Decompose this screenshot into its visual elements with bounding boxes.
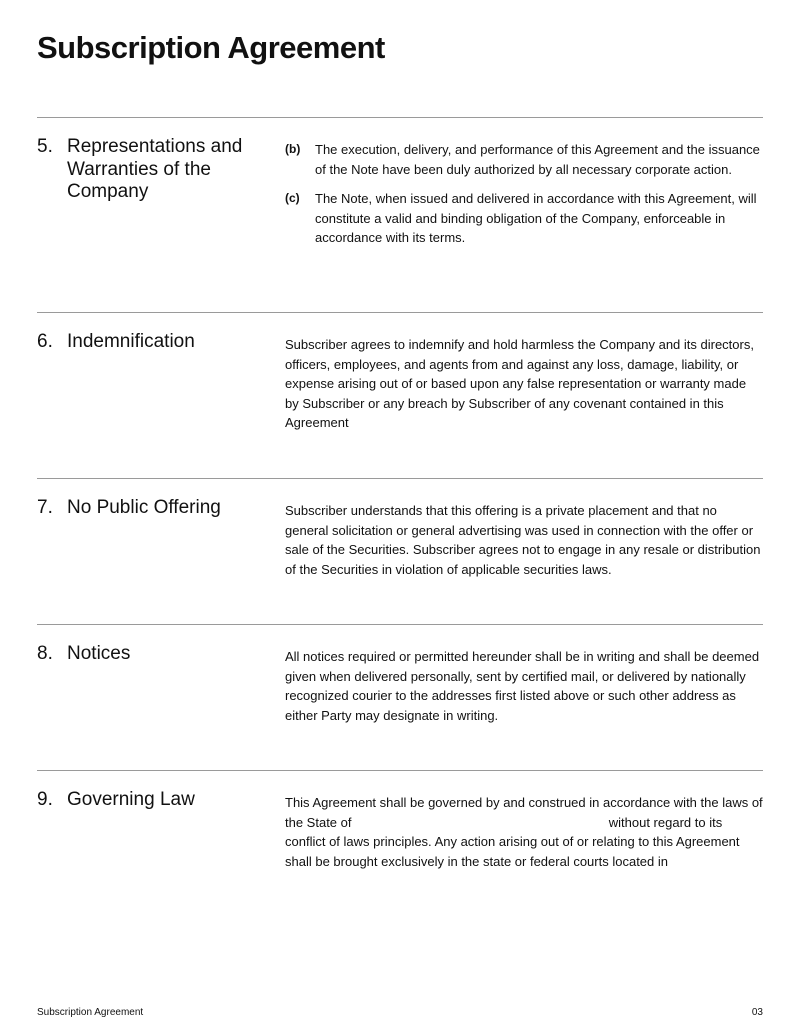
section-heading: [37, 136, 262, 204]
section-body: [285, 501, 763, 579]
section-heading: [37, 643, 262, 666]
section-number: 5.: [37, 136, 53, 157]
clause-text: The execution, delivery, and performance of this Agreement and the issuance of the Note have been duly authorized by all necessary corporate action.: [315, 142, 760, 177]
section-body: [285, 140, 763, 258]
section-heading: [37, 331, 262, 354]
section-number: 7.: [37, 497, 53, 518]
section-number: 9.: [37, 789, 53, 810]
governing-law-text-end: without regard to its conflict of laws principles. Any action arising out of or relating to this Agreement shall be brought exclusively in the state or federal courts located in: [285, 814, 740, 869]
section-indemnification: [37, 312, 763, 431]
section-paragraph: Subscriber understands that this offering is a private placement and that no general solicitation or general advertising was used in connection with the offer or sale of the Securities. Subscriber agrees not to engage in any resale or distribution of the Securities in violation of applicable securities laws.: [285, 503, 761, 577]
section-title: Indemnification: [67, 331, 195, 352]
section-title: Governing Law: [67, 789, 195, 810]
section-governing-law: [37, 770, 763, 869]
section-title: Representations and Warranties of the Company: [67, 136, 243, 202]
page-title: Subscription Agreement: [37, 30, 385, 65]
section-body: [285, 647, 763, 725]
section-paragraph: All notices required or permitted hereunder shall be in writing and shall be deemed given when delivered personally, sent by certified mail, or delivered by nationally recognized courier to the addresses first listed above or such other address as either Party may designate in writing.: [285, 649, 760, 723]
section-notices: [37, 624, 763, 723]
section-heading: [37, 497, 262, 520]
section-paragraph: Subscriber agrees to indemnify and hold harmless the Company and its directors, officers, employees, and agents from and against any loss, damage, liability, or expense arising out of or based upon any false representation or warranty made by Subscriber or any breach by Subscriber of any covenant contained in this Agreement: [285, 337, 754, 431]
clause-text: The Note, when issued and delivered in accordance with this Agreement, will constitute a valid and binding obligation of the Company, enforceable in accordance with its terms.: [315, 191, 757, 246]
section-paragraph: [285, 793, 763, 871]
clause-label: (b): [285, 142, 301, 156]
section-title: No Public Offering: [67, 497, 221, 518]
section-body: [285, 793, 763, 871]
section-number: 6.: [37, 331, 53, 352]
governing-law-text-start: This Agreement shall be governed by and construed in accordance with the laws of the State of: [285, 795, 763, 830]
section-heading: [37, 789, 262, 812]
section-body: [285, 335, 763, 433]
clause-b: [285, 140, 763, 179]
section-representations: [37, 117, 763, 246]
section-number: 8.: [37, 643, 53, 664]
footer-title: Subscription Agreement: [37, 1007, 144, 1018]
page-number: 03: [751, 1007, 763, 1018]
section-title: Notices: [67, 643, 131, 664]
clause-label: (c): [285, 191, 300, 206]
section-no-public-offering: [37, 478, 763, 577]
clause-c: [285, 189, 763, 248]
